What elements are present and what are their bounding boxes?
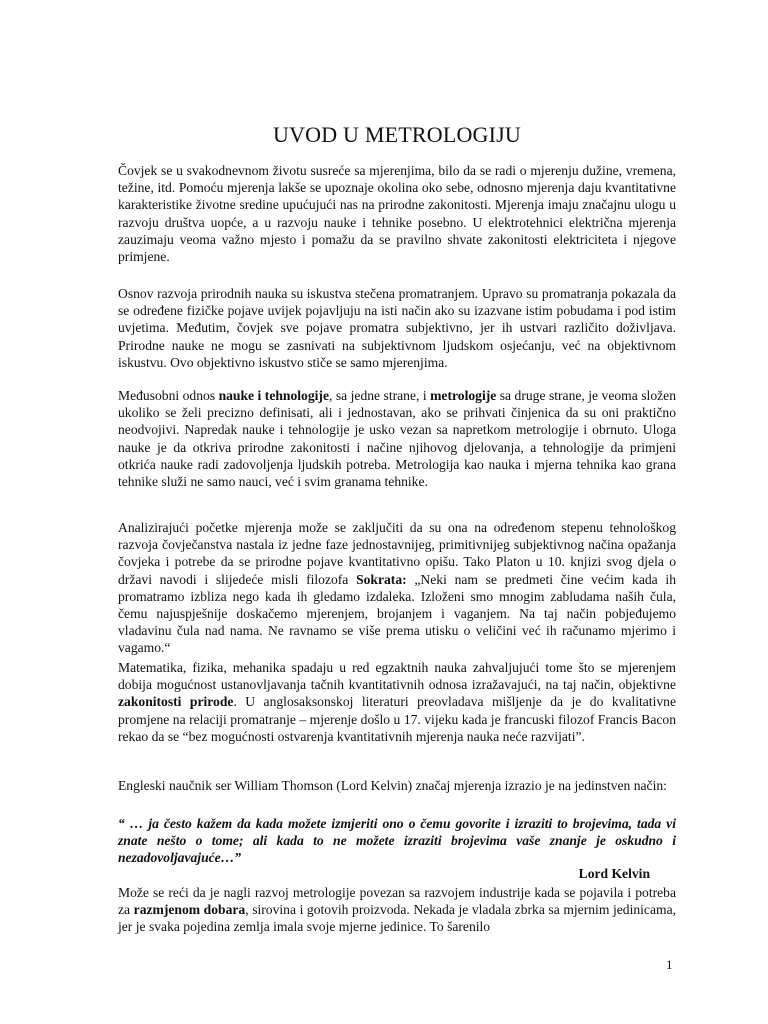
paragraph-5 [118, 659, 676, 745]
quote-author: Lord Kelvin [578, 866, 650, 881]
paragraph-5-text-1: Matematika, fizika, mehanika spadaju u red egzaktnih nauka zahvaljujući tome što se mjerenjem dobija mogućnost ustanovljavanja tačnih kvantitativnih odnosa izražavajući, na taj način, objektivne [118, 660, 676, 693]
paragraph-3-text-1: Međusobni odnos [118, 388, 219, 403]
paragraph-5-bold-1: zakonitosti prirode [118, 694, 234, 710]
paragraph-3-text-3: sa druge strane, je veoma složen ukoliko se želi precizno definisati, ali i jednostavan, ako se prihvati činjenica da su oni praktično neodvojivi. Napredak nauke i tehnologije je usko vezan sa napretkom metrologije i obrnuto. Uloga nauke je da otkriva prirodne zakonitosti i načine njihovog djelovanja, a tehnologije da primjeni otkrića nauke radi zadovoljenja ljudskih potreba. Metrologija kao nauka i mjerna tehnika kao grana tehnike služi ne samo nauci, već i svim granama tehnike. [118, 388, 676, 490]
paragraph-7 [118, 884, 676, 936]
paragraph-4 [118, 519, 676, 657]
paragraph-2: Osnov razvoja prirodnih nauka su iskustva stečena promatranjem. Upravo su promatranja pokazala da se određene fizičke pojave uvijek pojavljuju na isti način ako su izazvane istim pobudama i pod istim uvjetima. Međutim, čovjek sve pojave promatra subjektivno, jer ih ustvari različito doživljava. Prirodne nauke ne mogu se zasnivati na subjektivnom ljudskom osjećanju, već na objektivnom iskustvu. Ovo objektivno iskustvo stiče se samo mjerenjima. [118, 286, 676, 370]
page-number: 1 [666, 957, 673, 972]
paragraph-3-text-2: , sa jedne strane, i [328, 388, 431, 403]
kelvin-quote: “ … ja često kažem da kada možete izmjeriti ono o čemu govorite i izraziti to brojevima, tada vi znate nešto o tome; ali kada to ne možete izraziti brojevima vaše znanje je oskudno i nezadovoljavajuće…” [118, 816, 676, 866]
paragraph-7-text-2: , sirovina i gotovih proizvoda. Nekada je vladala zbrka sa mjernim jedinicama, jer je svaka pojedina zemlja imala svoje mjerne jedinice. To šarenilo [118, 902, 677, 935]
paragraph-3 [118, 387, 676, 490]
paragraph-4-bold-1: Sokrata: [356, 571, 407, 587]
paragraph-4-text-1: Analizirajući početke mjerenja može se zaključiti da su ona na određenom stepenu tehnološkog razvoja čovječanstva nastala iz jedne faze jednostavnijeg, primitivnijeg subjektivnog načina opažanja čovjeka i potrebe da se prirodne pojave kvantitativno opišu. Tako Platon u 10. knjizi svog djela o državi navodi i slijedeće misli filozofa [118, 520, 676, 587]
page-title: UVOD U METROLOGIJU [272, 122, 522, 147]
paragraph-5-text-2: . U anglosaksonskoj literaturi preovladava mišljenje da je do kvalitativne promjene na relaciji promatranje – mjerenje došlo u 17. vijeku kada je francuski filozof Francis Bacon rekao da se “bez mogućnosti ostvarenja kvantitativnih mjerenja nauka neće razvijati”. [118, 694, 676, 744]
paragraph-7-text-1: Može se reći da je nagli razvoj metrologije povezan sa razvojem industrije kada se pojavila i potreba za [118, 885, 676, 918]
paragraph-3-bold-2: metrologije [430, 388, 497, 403]
paragraph-3-bold-1: nauke i tehnologije [218, 388, 329, 403]
paragraph-1: Čovjek se u svakodnevnom životu susreće sa mjerenjima, bilo da se radi o mjerenju dužine, vremena, težine, itd. Pomoću mjerenja lakše se upoznaje okolina oko sebe, odnosno mjerenja daju kvantitativne karakteristike životne sredine upućujući nas na prirodne zakonitosti. Mjerenja imaju značajnu ulogu u razvoju društva uopće, a u razvoju nauke i tehnike posebno. U elektrotehnici električna mjerenja zauzimaju veoma važno mjesto i pomažu da se pravilno shvate zakonitosti elektriciteta i njegove primjene. [118, 163, 676, 265]
paragraph-4-text-2: „Neki nam se predmeti čine većim kada ih promatramo izbliza nego kada ih gledamo izdaleka. Izloženi smo mnogim zabludama naših čula, čemu najuspješnije doskačemo mjerenjem, brojanjem i vaganjem. Na taj način pobjeđujemo vladavinu čula nad nama. Ne ravnamo se više prema utisku o veličini već ih računamo mjerimo i vagamo.“ [118, 571, 676, 656]
paragraph-6: Engleski naučnik ser William Thomson (Lord Kelvin) značaj mjerenja izrazio je na jedinstven način: [118, 778, 667, 793]
paragraph-7-bold-1: razmjenom dobara [133, 902, 246, 918]
